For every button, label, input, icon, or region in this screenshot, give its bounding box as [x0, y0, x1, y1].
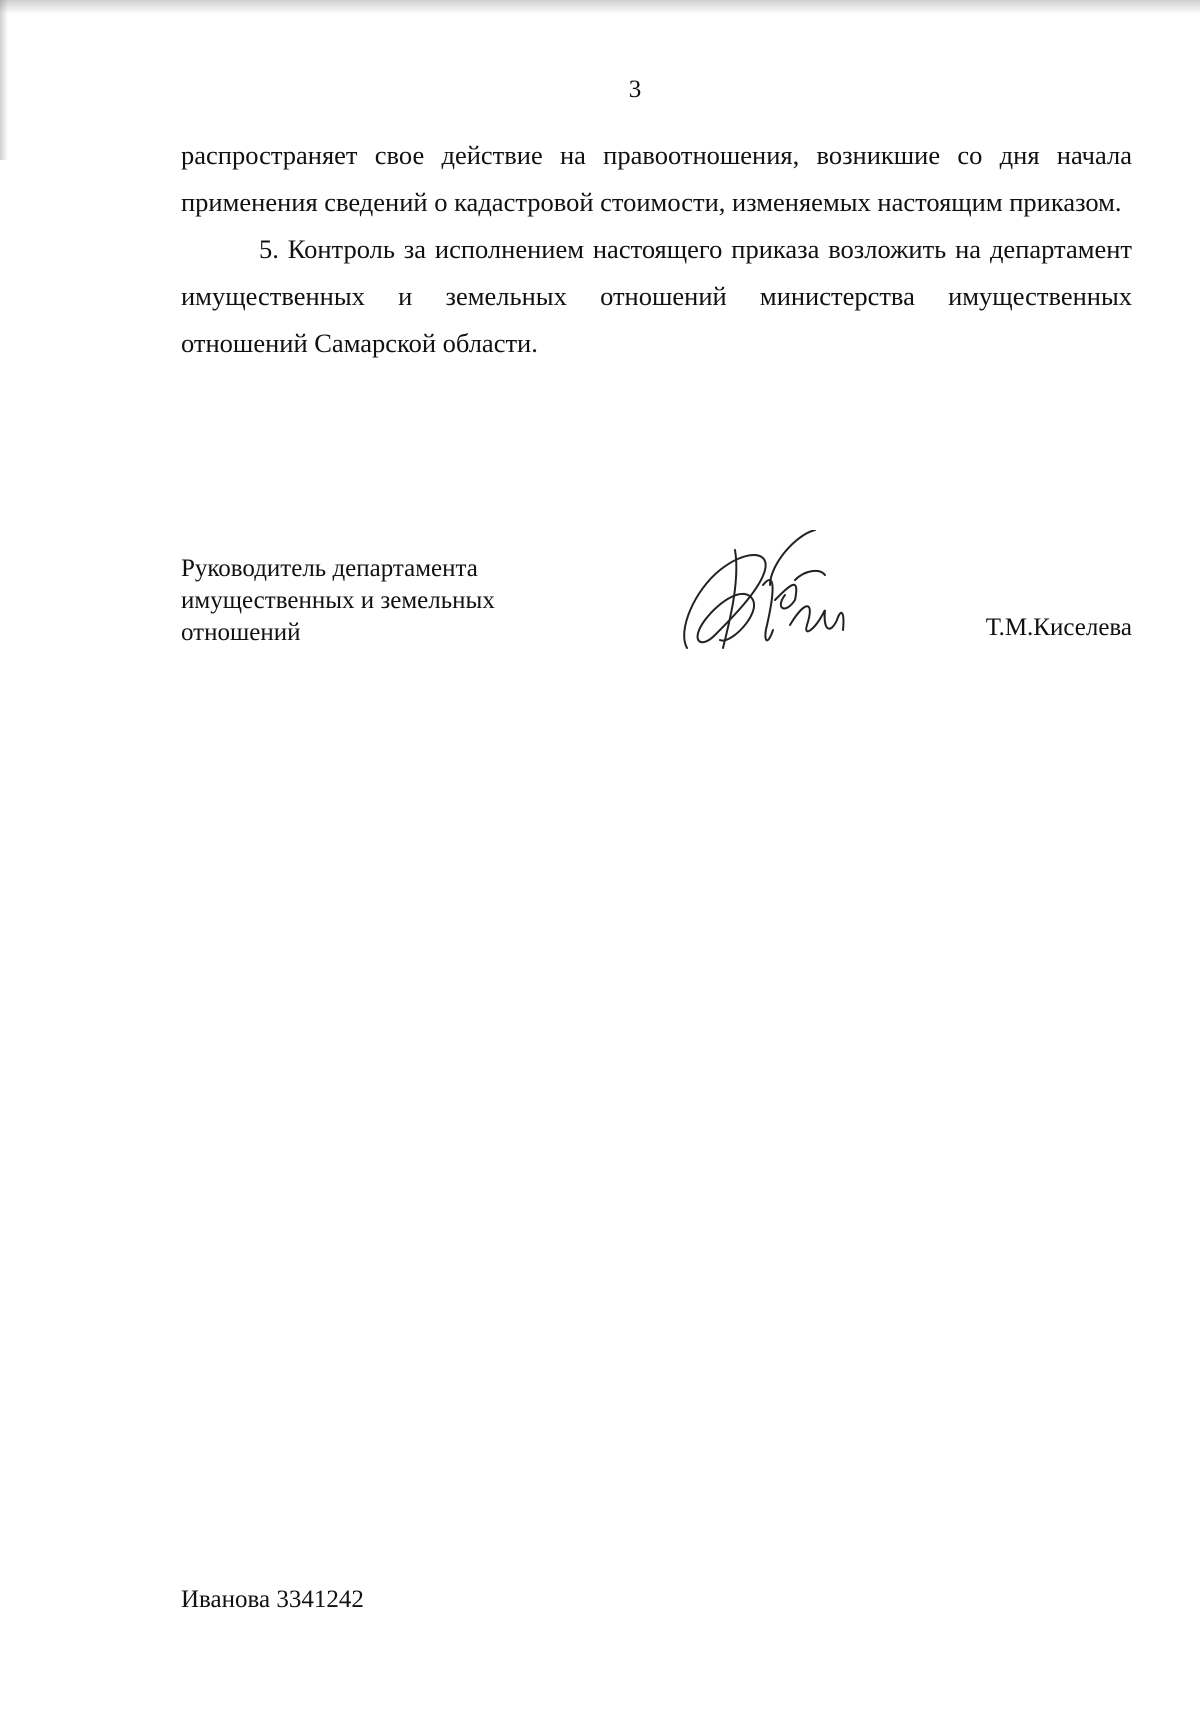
signatory-title-line: отношений [181, 619, 301, 646]
scan-edge [0, 0, 1200, 14]
signatory-title-line: имущественных и земельных [181, 587, 495, 614]
signatory-title [181, 553, 495, 649]
paragraph-continuation: распространяет свое действие на правоотношения, возникшие со дня начала применения сведений о кадастровой стоимости, изменяемых настоящим приказом. [181, 140, 1132, 217]
paragraph-item-5: 5. Контроль за исполнением настоящего приказа возложить на департамент имущественных и земельных отношений министерства имущественных отношений Самарской области. [181, 234, 1132, 358]
page-number: 3 [628, 76, 642, 103]
handwritten-signature [675, 530, 885, 660]
signatory-name: Т.М.Киселева [985, 614, 1132, 641]
document-body [181, 132, 1132, 367]
executor-contact: Иванова 3341242 [181, 1586, 364, 1613]
signatory-title-line: Руководитель департамента [181, 555, 478, 582]
